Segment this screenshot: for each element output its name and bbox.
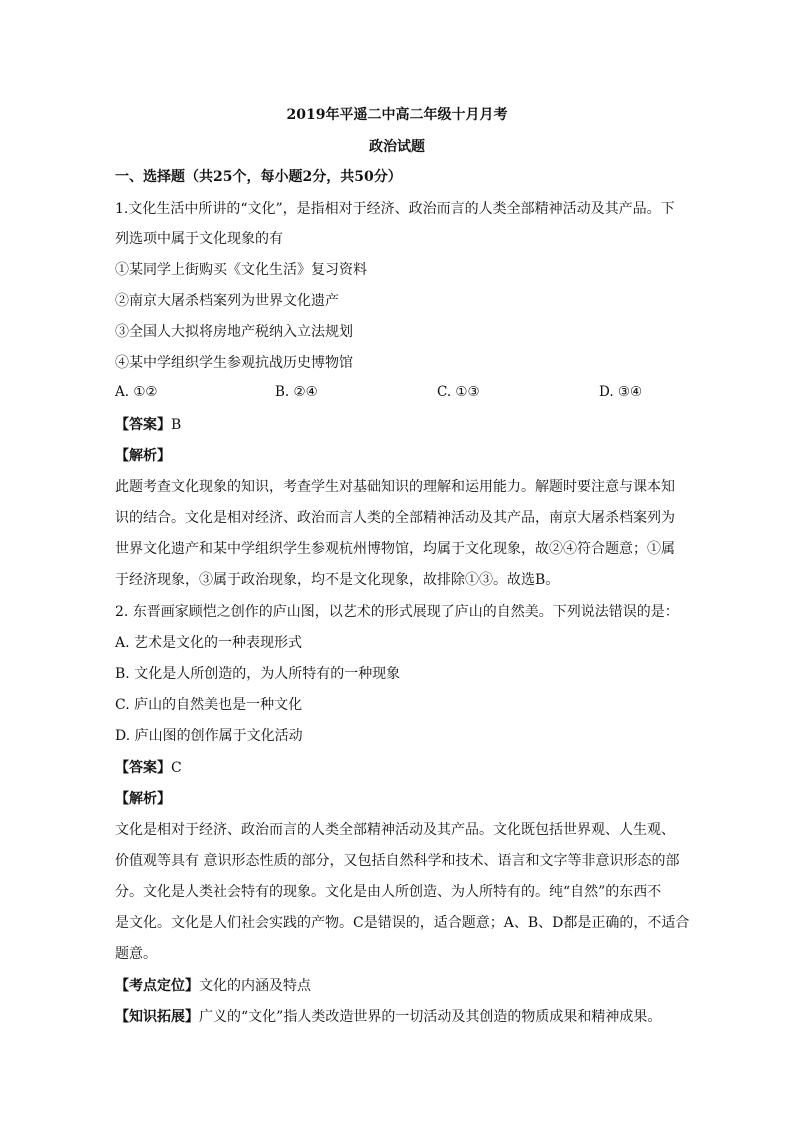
kaodian-label: 【考点定位】 xyxy=(115,978,199,994)
q2-analysis-line: 文化是相对于经济、政治而言的人类全部精神活动及其产品。文化既包括世界观、人生观、 xyxy=(115,822,675,838)
q2-analysis-line: 价值观等具有 意识形态性质的部分，又包括自然科学和技术、语言和文字等非意识形态的部 xyxy=(115,853,680,869)
tuozhan-text: 广义的“文化”指人类改造世界的一切活动及其创造的物质成果和精神成果。 xyxy=(199,1009,662,1025)
q2-analysis-line: 分。文化是人类社会特有的现象。文化是由人所创造、为人所特有的。纯“自然”的东西不 xyxy=(115,884,662,900)
q1-item: ①某同学上街购买《文化生活》复习资料 xyxy=(115,262,367,278)
answer-value: B xyxy=(171,417,182,433)
q2-option-a: A. 艺术是文化的一种表现形式 xyxy=(115,635,303,651)
q2-analysis-label: 【解析】 xyxy=(115,791,171,807)
q1-option-a: A. ①② xyxy=(115,384,158,400)
q1-analysis-line: 世界文化遗产和某中学组织学生参观杭州博物馆，均属于文化现象，故②④符合题意；①属 xyxy=(115,541,675,557)
q1-analysis-line: 此题考查文化现象的知识，考查学生对基础知识的理解和运用能力。解题时要注意与课本知 xyxy=(115,479,675,495)
q2-tuozhan xyxy=(115,1006,661,1026)
answer-value: C xyxy=(171,760,182,776)
exam-title: 2019年平遥二中高二年级十月月考 xyxy=(286,107,508,123)
q2-option-d: D. 庐山图的创作属于文化活动 xyxy=(115,728,303,744)
q2-option-b: B. 文化是人所创造的，为人所特有的一种现象 xyxy=(115,666,401,682)
q1-item: ④某中学组织学生参观抗战历史博物馆 xyxy=(115,355,353,371)
q2-kaodian xyxy=(115,975,311,995)
kaodian-text: 文化的内涵及特点 xyxy=(199,978,311,994)
answer-label: 【答案】 xyxy=(115,417,171,433)
q1-item: ③全国人大拟将房地产税纳入立法规划 xyxy=(115,324,353,340)
answer-label: 【答案】 xyxy=(115,760,171,776)
subject-title: 政治试题 xyxy=(369,139,425,155)
q1-analysis-line: 识的结合。文化是相对经济、政治而言人类的全部精神活动及其产品，南京大屠杀档案列为 xyxy=(115,510,675,526)
q1-analysis-line: 于经济现象，③属于政治现象，均不是文化现象，故排除①③。故选B。 xyxy=(115,572,560,588)
q1-answer xyxy=(115,414,181,434)
q2-analysis-line: 题意。 xyxy=(115,946,157,962)
q1-option-b: B. ②④ xyxy=(275,384,318,400)
q1-item: ②南京大屠杀档案列为世界文化遗产 xyxy=(115,293,339,309)
q2-option-c: C. 庐山的自然美也是一种文化 xyxy=(115,697,303,713)
q2-stem: 2. 东晋画家顾恺之创作的庐山图，以艺术的形式展现了庐山的自然美。下列说法错误的是： xyxy=(115,604,679,620)
section-heading: 一、选择题（共25个，每小题2分，共50分） xyxy=(115,169,402,185)
q2-analysis-line: 是文化。文化是人们社会实践的产物。C是错误的，适合题意；A、B、D都是正确的，不适合 xyxy=(115,915,690,931)
q1-stem-line1: 1.文化生活中所讲的“文化”，是指相对于经济、政治而言的人类全部精神活动及其产品。下 xyxy=(115,201,675,217)
q1-analysis-label: 【解析】 xyxy=(115,448,171,464)
q2-answer xyxy=(115,757,182,777)
q1-stem-line2: 列选项中属于文化现象的有 xyxy=(115,231,283,247)
q1-option-d: D. ③④ xyxy=(599,384,643,400)
tuozhan-label: 【知识拓展】 xyxy=(115,1009,199,1025)
q1-option-c: C. ①③ xyxy=(437,384,480,400)
